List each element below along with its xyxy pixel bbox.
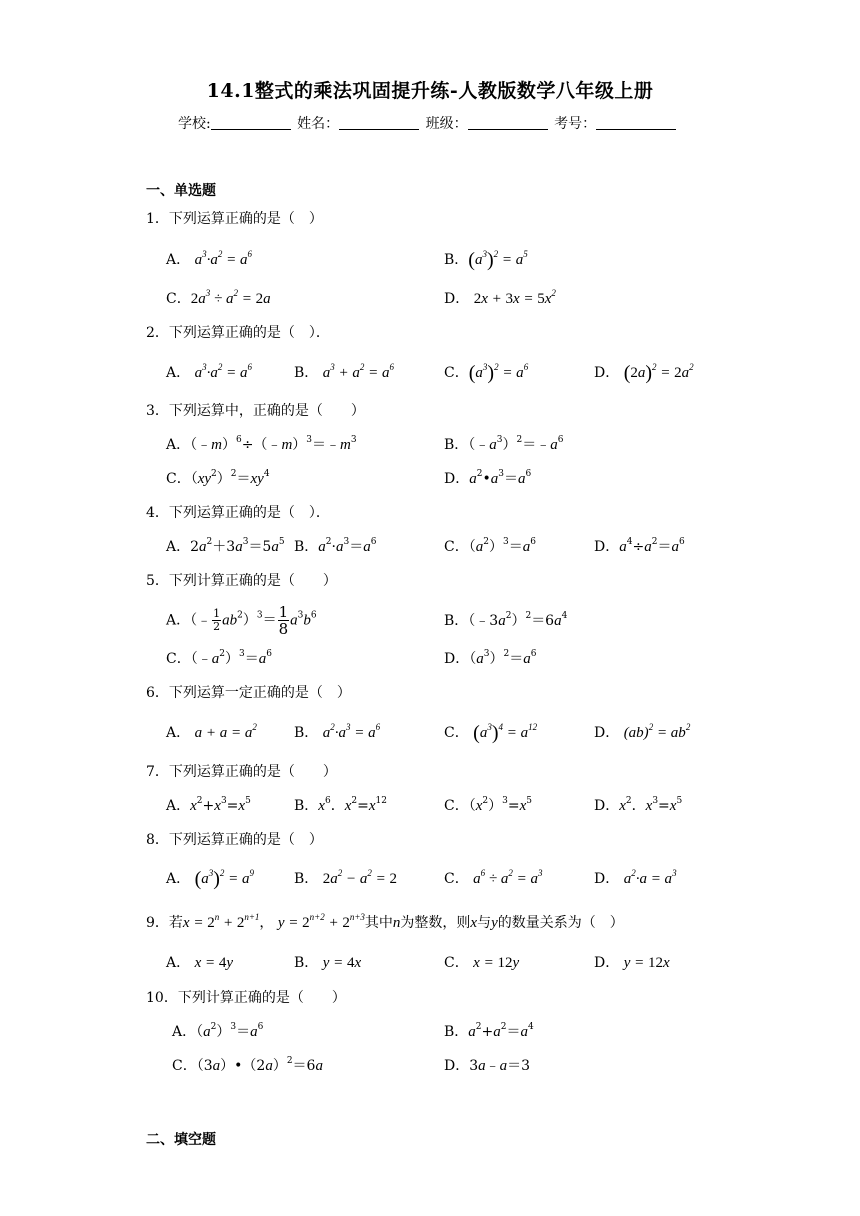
q9-option-c[interactable]: C． x = 12y	[444, 955, 520, 971]
question-8-stem: 8．下列运算正确的是（ ）	[146, 832, 323, 848]
q2-option-a[interactable]: A． $a^3\cdot a^2 = a^6$	[166, 362, 252, 381]
q7-option-d[interactable]: D．$x^2$．$x^3=x^5$	[594, 796, 683, 814]
q3-option-a[interactable]: A．$(﹣m)^6\div(﹣m)^3=﹣m^3$	[166, 435, 357, 453]
section-title-single-choice: 一、单选题	[146, 183, 216, 199]
q1-option-b[interactable]: B．$(a^3)^2 = a^5$	[444, 249, 528, 271]
class-label: 班级：	[425, 116, 468, 132]
question-5-stem: 5．下列计算正确的是（ ）	[146, 573, 337, 589]
question-9-stem: 9．若$x = 2^n + 2^{n+1}$， $y = 2^{n+2} + 2^{n+3}$其中n为整数，则x与y的数量关系为（ ）	[146, 912, 624, 931]
q8-option-c[interactable]: C． $a^6 \div a^2 = a^3$	[444, 868, 543, 887]
q5-option-c[interactable]: C．$(﹣a^2)^3=a^6$	[166, 649, 272, 667]
q8-option-d[interactable]: D． $a^2\cdot a = a^3$	[594, 868, 677, 887]
q7-option-c[interactable]: C．$(x^2)^3=x^5$	[444, 796, 532, 814]
q1-option-c[interactable]: C．$2a^3 \div a^2 = 2a$	[166, 288, 271, 307]
q10-option-b[interactable]: B．$a^2+a^2=a^4$	[444, 1022, 534, 1040]
q9-option-b[interactable]: B． y = 4x	[294, 955, 362, 971]
q2-option-c[interactable]: C．$(a^3)^2 = a^6$	[444, 362, 529, 384]
q3-option-d[interactable]: D．$a^2•a^3=a^6$	[444, 469, 532, 487]
q1-option-a[interactable]: A． $a^3\cdot a^2 = a^6$	[166, 249, 252, 268]
question-6-stem: 6．下列运算一定正确的是（ ）	[146, 685, 351, 701]
question-10-stem: 10．下列计算正确的是（ ）	[146, 990, 346, 1006]
q7-option-b[interactable]: B．$x^6$．$x^2=x^{12}$	[294, 796, 387, 814]
school-blank[interactable]	[211, 115, 291, 130]
exam-no-label: 考号：	[554, 116, 597, 132]
question-3-stem: 3．下列运算中，正确的是（ ）	[146, 403, 365, 419]
q5-option-d[interactable]: D．$(a^3)^2=a^6$	[444, 649, 537, 667]
school-label: 学校:	[178, 116, 211, 132]
q6-option-b[interactable]: B． $a^2\cdot a^3 = a^6$	[294, 722, 381, 741]
q3-option-b[interactable]: B．$(﹣a^3)^2=﹣a^6$	[444, 435, 564, 453]
class-blank[interactable]	[468, 115, 548, 130]
q6-option-a[interactable]: A． $a + a = a^2$	[166, 722, 257, 741]
q2-option-d[interactable]: D． $(2a)^2 = 2a^2$	[594, 362, 694, 384]
student-info-line	[178, 113, 678, 133]
q1-option-d[interactable]: D． $2x + 3x = 5x^2$	[444, 288, 556, 307]
question-7-stem: 7．下列运算正确的是（ ）	[146, 764, 337, 780]
q7-option-a[interactable]: A．$x^2+x^3=x^5$	[166, 796, 251, 814]
q4-option-d[interactable]: D．$a^4\div a^2=a^6$	[594, 537, 685, 555]
q5-option-a[interactable]: A．（﹣ $\frac{1}{2}$ $ab^2)^3=$ $\frac{1}{8}$ $a^3b^6$	[166, 603, 317, 638]
q6-option-d[interactable]: D． $(ab)^2 = ab^2$	[594, 722, 691, 741]
q10-option-a[interactable]: A．$(a^2)^3=a^6$	[172, 1022, 264, 1040]
question-4-stem: 4．下列运算正确的是（ ）．	[146, 505, 330, 521]
name-blank[interactable]	[339, 115, 419, 130]
q6-option-c[interactable]: C． $(a^3)^4 = a^{12}$	[444, 722, 538, 744]
question-1-stem: 1．下列运算正确的是（ ）	[146, 211, 323, 227]
exam-no-blank[interactable]	[596, 115, 676, 130]
q4-option-c[interactable]: C．$(a^2)^3=a^6$	[444, 537, 536, 555]
q9-option-a[interactable]: A． x = 4y	[166, 955, 234, 971]
q8-option-a[interactable]: A． $(a^3)^2 = a^9$	[166, 868, 255, 890]
name-label: 姓名：	[297, 116, 340, 132]
q9-option-d[interactable]: D． y = 12x	[594, 955, 670, 971]
q3-option-c[interactable]: C．$(xy^2)^2=xy^4$	[166, 469, 270, 487]
section-title-fill-blank: 二、填空题	[146, 1132, 216, 1148]
page-title: 14.1整式的乘法巩固提升练-人教版数学八年级上册	[206, 80, 654, 102]
q5-option-b[interactable]: B．$(﹣3a^2)^2=6a^4$	[444, 611, 568, 629]
question-2-stem: 2．下列运算正确的是（ ）．	[146, 325, 330, 341]
q8-option-b[interactable]: B． $2a^2 - a^2 = 2$	[294, 868, 397, 887]
q4-option-a[interactable]: A．$2a^2+3a^3=5a^5$	[166, 537, 285, 555]
q2-option-b[interactable]: B． $a^3 + a^2 = a^6$	[294, 362, 394, 381]
q10-option-c[interactable]: C．$(3a)•(2a)^2=6a$	[172, 1056, 323, 1074]
q4-option-b[interactable]: B．$a^2\cdot a^3=a^6$	[294, 537, 377, 555]
q10-option-d[interactable]: D．3a﹣a＝3	[444, 1058, 531, 1074]
